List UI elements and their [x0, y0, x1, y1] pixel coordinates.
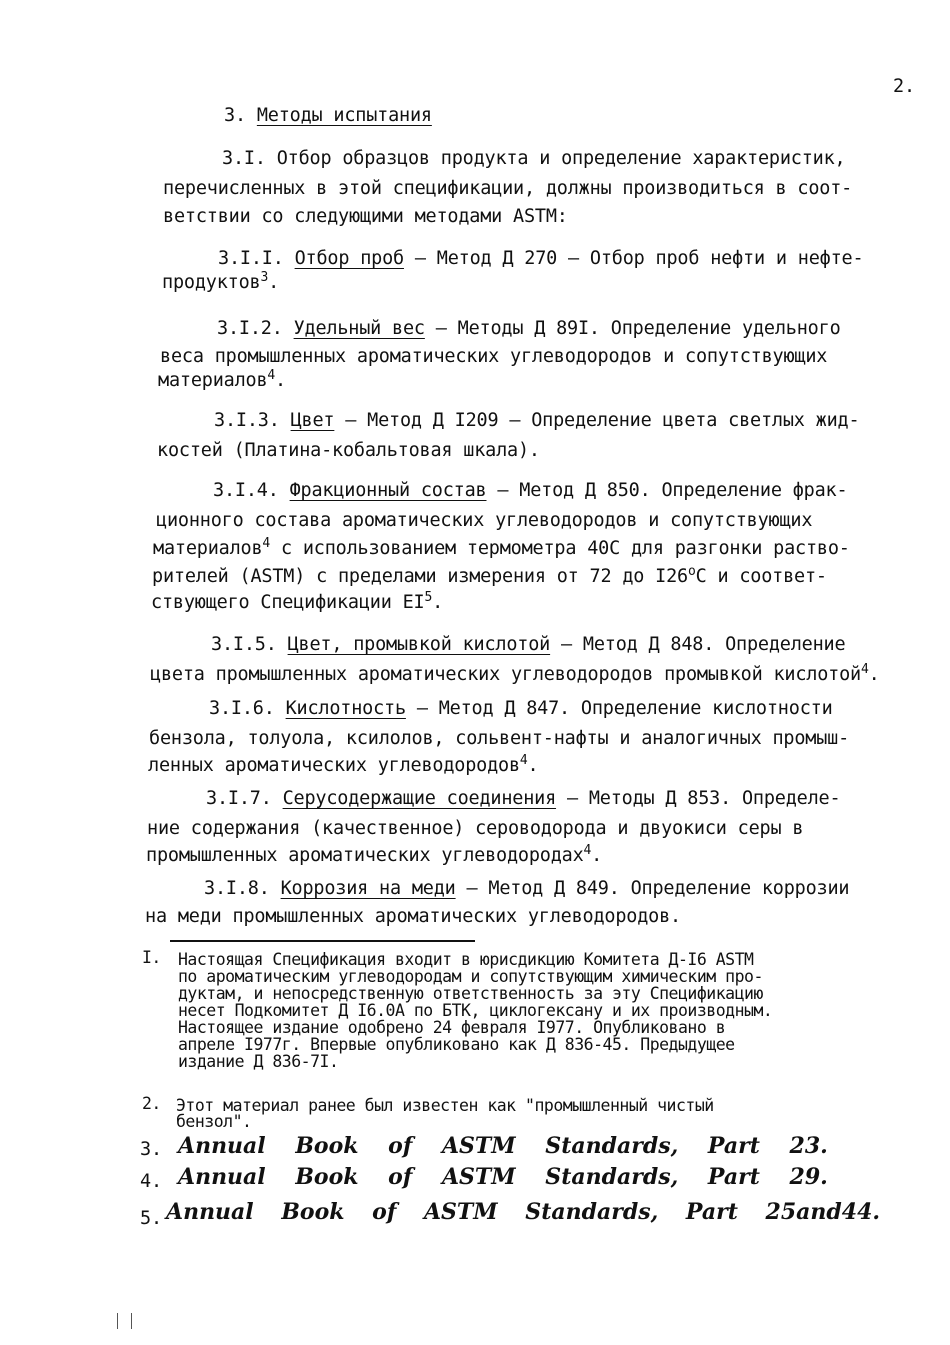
item-term: Фракционный состав: [289, 480, 487, 501]
item-text: .: [527, 755, 539, 776]
item-number: 3.I.8.: [204, 878, 270, 899]
item-3-1-4-line-5: [151, 592, 443, 613]
item-3-1-4-line-2: ционного состава ароматических углеводородов и сопутствующих: [156, 510, 813, 531]
item-3-1-2-line-3: [158, 370, 286, 391]
item-3-1-6-line-1: [209, 698, 833, 719]
footnote-1-line-2: по ароматическим углеводородам и сопутствующим химическим про-: [178, 967, 763, 986]
intro-line-3: ветствии со следующими методами ASTM:: [163, 206, 568, 227]
item-text: рителей (ASTM) с пределами измерения от 72 до I26: [152, 566, 688, 587]
item-number: 3.I.3.: [214, 410, 280, 431]
item-text: материалов: [153, 538, 263, 559]
footnote-4-number: 4.: [140, 1171, 162, 1192]
item-3-1-1-line-2: [162, 272, 279, 293]
item-term: Кислотность: [285, 698, 406, 719]
item-text: промышленных ароматических углеводородах: [146, 845, 584, 866]
item-term: Отбор проб: [294, 248, 404, 269]
footnote-separator: [170, 940, 475, 942]
item-text: – Метод Д I209 – Определение цвета светлых жид-: [334, 410, 860, 431]
footnote-1-line-4: несет Подкомитет Д I6.0А по БТК, циклогексану и их производным.: [178, 1001, 773, 1020]
item-3-1-2-line-1: [217, 318, 841, 339]
item-text: .: [275, 370, 286, 391]
item-text: материалов: [158, 370, 268, 391]
item-3-1-7-line-3: [146, 845, 602, 866]
item-text: с использованием термометра 40С для разгонки раство-: [270, 538, 850, 559]
footnote-1-line-3: дуктам, и непосредственную ответственность за эту Спецификацию: [178, 984, 763, 1003]
footnote-ref: 4: [262, 536, 271, 551]
item-3-1-8-line-2: на меди промышленных ароматических углеводородов.: [145, 906, 681, 927]
degree-sign: о: [687, 564, 696, 579]
item-number: 3.I.5.: [211, 634, 277, 655]
item-term: Цвет, промывкой кислотой: [287, 634, 551, 655]
item-3-1-4-line-4: [152, 566, 827, 587]
item-3-1-5-line-2: [150, 664, 880, 685]
footnote-5-handwritten: Annual Book of ASTM Standards, Part 25and44.: [166, 1199, 881, 1225]
section-title: Методы испытания: [256, 105, 432, 126]
section-number: 3.: [224, 105, 246, 126]
item-term: Серусодержащие соединения: [282, 788, 557, 809]
item-3-1-2-line-2: веса промышленных ароматических углеводородов и сопутствующих: [160, 346, 828, 367]
footnote-ref: 5: [424, 590, 433, 605]
item-3-1-1-line-1: [218, 248, 863, 269]
item-3-1-3-line-2: костей (Платина-кобальтовая шкала).: [157, 440, 540, 461]
item-number: 3.I.I.: [218, 248, 284, 269]
footnote-5-number: 5.: [140, 1208, 162, 1229]
item-term: Коррозия на меди: [280, 878, 456, 899]
item-text: .: [268, 272, 280, 293]
item-3-1-3-line-1: [214, 410, 859, 431]
page-number: 2.: [893, 76, 915, 97]
item-text: .: [868, 664, 880, 685]
item-number: 3.I.7.: [206, 788, 272, 809]
item-number: 3.I.4.: [213, 480, 279, 501]
item-text: .: [591, 845, 603, 866]
footnote-3-number: 3.: [140, 1139, 162, 1160]
item-3-1-5-line-1: [211, 634, 845, 655]
footnote-2-number: 2.: [142, 1094, 161, 1113]
footnote-ref: 3: [260, 270, 269, 285]
item-text: – Метод Д 850. Определение фрак-: [486, 480, 848, 501]
intro-line-2: перечисленных в этой спецификации, должны производиться в соот-: [163, 178, 853, 199]
item-3-1-8-line-1: [204, 878, 849, 899]
item-text: – Метод Д 847. Определение кислотности: [405, 698, 833, 719]
item-text: – Метод Д 848. Определение: [550, 634, 846, 655]
item-text: ленных ароматических углеводородов: [148, 755, 520, 776]
footnote-ref: 4: [583, 843, 592, 858]
footnote-1-line-7: издание Д 836-7I.: [178, 1052, 339, 1071]
item-text: продуктов: [162, 272, 261, 293]
item-text: цвета промышленных ароматических углеводородов промывкой кислотой: [150, 664, 861, 685]
footnote-ref: 4: [267, 368, 276, 383]
item-3-1-4-line-3: [153, 538, 850, 559]
item-text: – Методы Д 89I. Определение удельного: [424, 318, 841, 339]
footnote-4-handwritten: Annual Book of ASTM Standards, Part 29.: [178, 1164, 828, 1190]
item-3-1-6-line-2: бензола, толуола, ксилолов, сольвент-нафты и аналогичных промыш-: [149, 728, 850, 749]
item-term: Цвет: [290, 410, 335, 431]
item-term: Удельный вес: [293, 318, 425, 339]
item-text: ствующего Спецификации EI: [151, 592, 425, 613]
item-text: .: [432, 592, 444, 613]
item-text: – Метод Д 849. Определение коррозии: [455, 878, 850, 899]
intro-line-1: 3.I. Отбор образцов продукта и определение характеристик,: [222, 148, 846, 169]
item-3-1-6-line-3: [148, 755, 538, 776]
footnote-2-line-1: Этот материал ранее был известен как "промышленный чистый: [176, 1096, 714, 1115]
footnote-2-line-2: бензол".: [176, 1112, 252, 1131]
item-3-1-7-line-1: [206, 788, 840, 809]
footnote-ref: 4: [519, 753, 528, 768]
item-3-1-4-line-1: [213, 480, 847, 501]
footnote-ref: 4: [860, 662, 869, 677]
footnote-1-line-1: Настоящая Спецификация входит в юрисдикцию Комитета Д-I6 ASTM: [178, 950, 754, 969]
item-text: С и соответ-: [695, 566, 827, 587]
footnote-1-number: I.: [142, 948, 161, 967]
footnote-1-line-6: апреле I977г. Впервые опубликовано как Д 836-45. Предыдущее: [178, 1035, 735, 1054]
item-number: 3.I.2.: [217, 318, 283, 339]
footnote-1-line-5: Настоящее издание одобрено 24 февраля I977. Опубликовано в: [178, 1018, 726, 1037]
item-text: – Методы Д 853. Определе-: [556, 788, 841, 809]
section-heading: [224, 105, 432, 126]
item-text: – Метод Д 270 – Отбор проб нефти и нефте-: [403, 248, 864, 269]
footnote-3-handwritten: Annual Book of ASTM Standards, Part 23.: [178, 1133, 828, 1159]
item-3-1-7-line-2: ние содержания (качественное) сероводорода и двуокиси серы в: [147, 818, 804, 839]
scan-mark: [117, 1313, 132, 1329]
item-number: 3.I.6.: [209, 698, 275, 719]
